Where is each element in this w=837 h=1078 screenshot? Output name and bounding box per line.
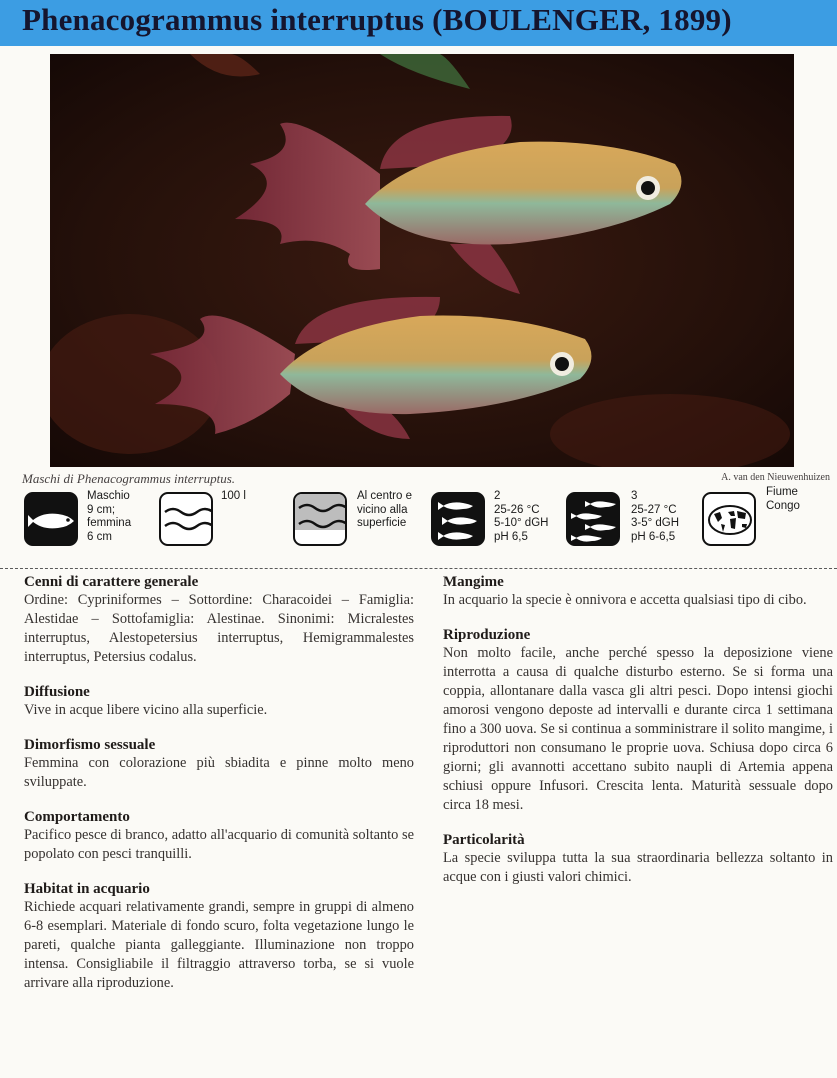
breeding-parameter-line: 3-5° dGH [631, 517, 680, 529]
section-body: In acquario la specie è onnivora e accetta qualsiasi tipo di cibo. [443, 592, 807, 608]
section-heading: Mangime [443, 574, 504, 590]
photo-caption: Maschi di Phenacogrammus interruptus. [22, 471, 236, 486]
section-dimorphism [24, 736, 414, 792]
section-body: La specie sviluppa tutta la sua straordinaria bellezza soltanto in acque con i giusti valori chimici. [443, 850, 833, 885]
section-distribution [24, 683, 414, 720]
section-heading: Diffusione [24, 684, 90, 700]
breeding-parameters-text [631, 490, 679, 544]
breeding-parameter-line: 25-27 °C [631, 503, 677, 516]
aquarium-volume-text [221, 490, 246, 504]
origin-line: Congo [766, 499, 800, 512]
section-body: Vive in acque libere vicino alla superficie. [24, 702, 268, 718]
section-peculiarities [443, 831, 833, 887]
water-parameter-line: 25-26 °C [494, 503, 540, 516]
fish-size-line: 9 cm; [87, 503, 116, 516]
section-behaviour [24, 808, 414, 864]
section-body: Non molto facile, anche perché spesso la deposizione viene interrotta a causa di qualche disturbo esterno. Se si forma una coppia, allontanare dalla vasca gli altri pesci. Dopo intensi giochi amorosi vengono deposte ad intervalli e durante circa 1 settimana fino a 300 uova. Se si continua a somministrare il solito mangime, i riproduttori non consumano le proprie uova. Schiusa dopo circa 6 giorni; gli avannotti accettano subito naupli di Artemia appena schiusi oppure Infusori. Crescita lenta. Maturità sessuale dopo circa 18 mesi. [443, 645, 833, 813]
left-column [24, 573, 414, 1009]
water-parameters-group-icon [431, 492, 485, 546]
section-heading: Habitat in acquario [24, 881, 150, 897]
swimming-zone-line: vicino alla [357, 503, 408, 516]
section-general [24, 573, 414, 667]
section-aquarium-habitat [24, 880, 414, 993]
section-body: Femmina con colorazione più sbiadita e pinne molto meno sviluppate. [24, 755, 414, 790]
water-parameter-line: pH 6,5 [494, 530, 528, 543]
breeding-parameters-group-icon [566, 492, 620, 546]
section-body: Richiede acquari relativamente grandi, sempre in gruppi di almeno 6-8 esemplari. Materiale di fondo scuro, folta vegetazione lungo le pareti, qualche pianta galleggiante. Illuminazione non troppo intensa. Consigliabile il filtraggio attraverso torba, se si vuole arrivare alla riproduzione. [24, 899, 414, 991]
fish-size-line: Maschio [87, 490, 130, 502]
aquarium-volume-line: 100 l [221, 490, 246, 502]
section-divider [0, 568, 837, 569]
water-parameter-line: 5-10° dGH [494, 517, 549, 529]
section-heading: Riproduzione [443, 627, 531, 643]
section-heading: Comportamento [24, 809, 130, 825]
water-parameters-text [494, 490, 548, 544]
fish-size-line: femmina [87, 517, 132, 529]
swimming-zone-text [357, 490, 412, 531]
swimming-zone-line: superficie [357, 517, 407, 529]
water-parameter-line: 2 [494, 490, 501, 502]
origin-line: Fiume [766, 486, 798, 498]
swimming-zone-line: Al centro e [357, 490, 412, 502]
title-bar [0, 0, 837, 46]
swimming-zone-icon [293, 492, 347, 546]
page-title: Phenacogrammus interruptus (BOULENGER, 1899) [22, 2, 732, 37]
fish-size-line: 6 cm [87, 530, 112, 543]
fish-size-text [87, 490, 131, 544]
photo-credit: A. van den Nieuwenhuizen [721, 472, 830, 483]
breeding-parameter-line: pH 6-6,5 [631, 530, 676, 543]
right-column [443, 573, 833, 903]
section-heading: Cenni di carattere generale [24, 574, 199, 590]
section-heading: Particolarità [443, 832, 525, 848]
section-reproduction [443, 626, 833, 815]
breeding-parameter-line: 3 [631, 490, 638, 502]
section-heading: Dimorfismo sessuale [24, 737, 156, 753]
origin-text [766, 486, 800, 513]
section-body: Ordine: Cypriniformes – Sottordine: Characoidei – Famiglia: Alestidae – Sottofamiglia: Alestinae. Sinonimi: Micralestes interruptus, Alestopetersius interruptus, Hemigrammalestes interruptus, Petersius codalus. [24, 592, 414, 665]
section-food [443, 573, 833, 610]
section-body: Pacifico pesce di branco, adatto all'acquario di comunità soltanto se popolato con pesci tranquilli. [24, 827, 414, 862]
world-map-origin-icon [702, 492, 756, 546]
aquarium-volume-icon [159, 492, 213, 546]
fish-photo [50, 54, 794, 467]
male-fish-size-icon [24, 492, 78, 546]
